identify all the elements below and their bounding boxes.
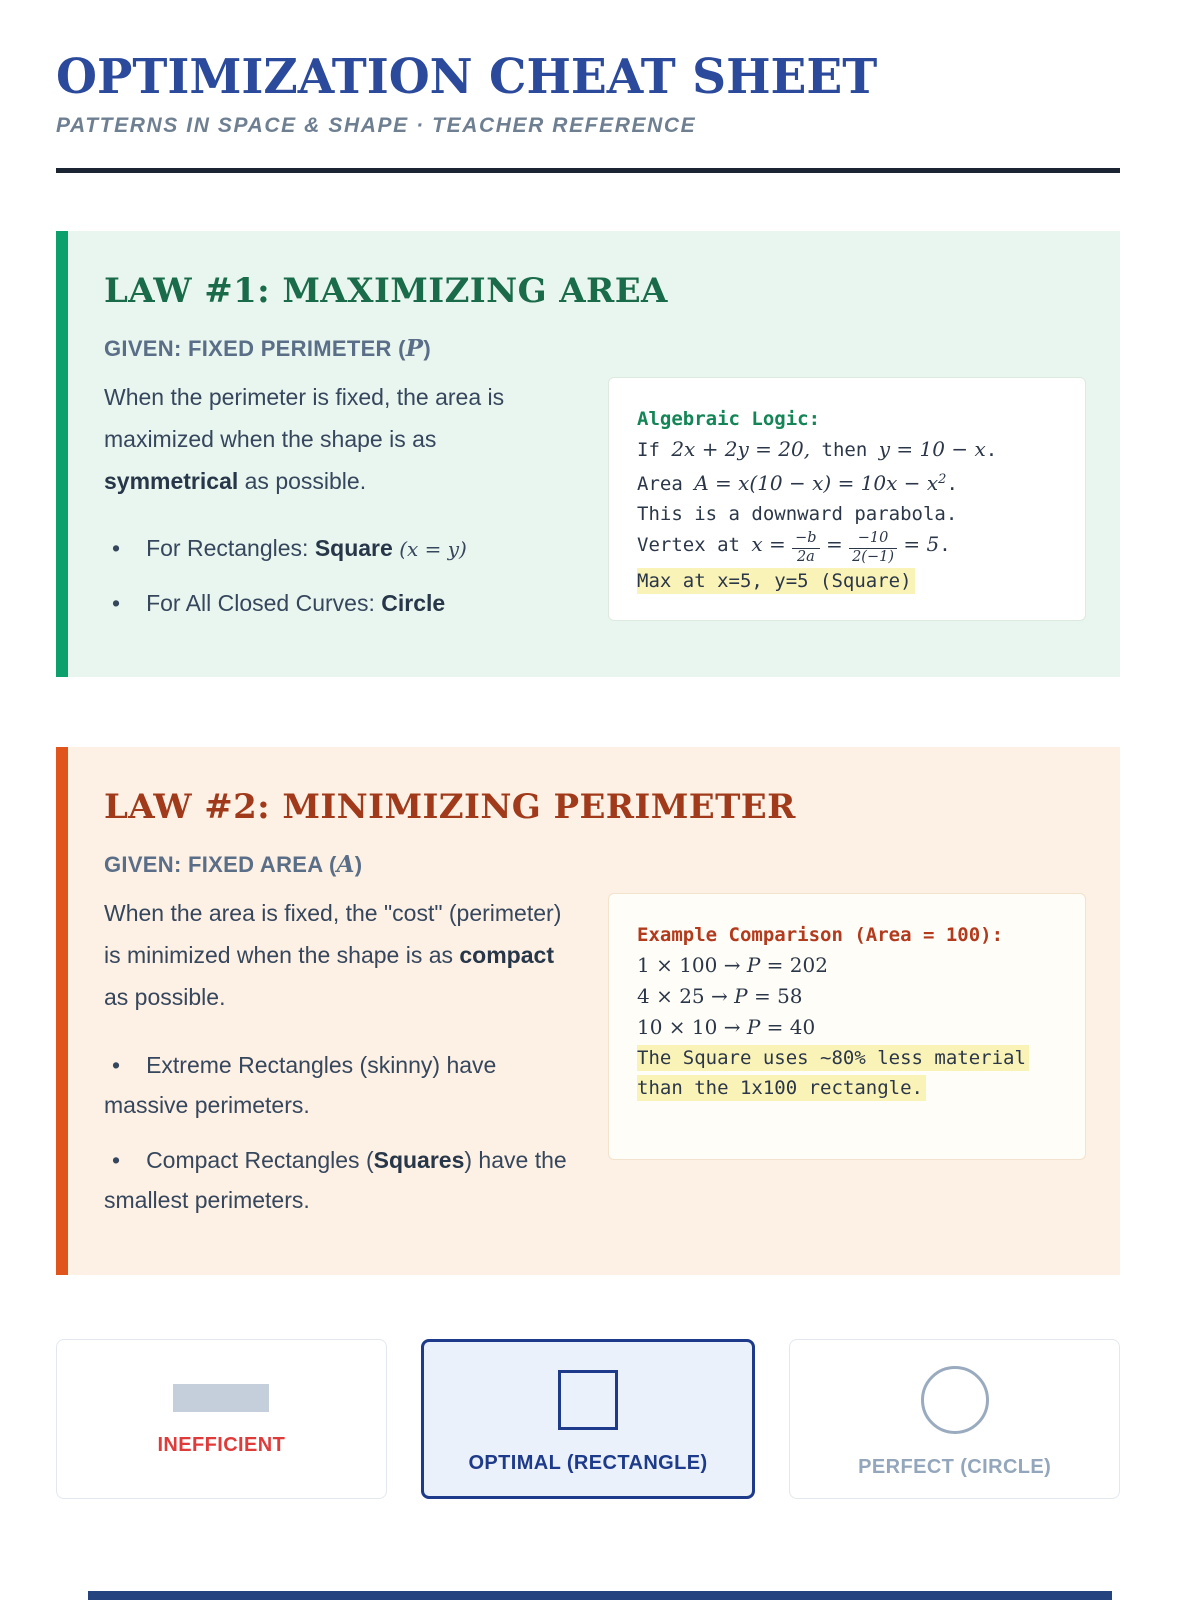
optimal-label: OPTIMAL (RECTANGLE) — [468, 1451, 708, 1474]
law2-bullet-list — [104, 1045, 574, 1221]
code-line: Example Comparison (Area = 100): — [637, 924, 1004, 947]
section-law1 — [56, 231, 1120, 678]
law2-text-column — [104, 893, 574, 1234]
law1-paragraph: When the perimeter is fixed, the area is maximized when the shape is as symmetrical as possible. — [104, 383, 505, 494]
code-highlight-line: than the 1x100 rectangle. — [637, 1073, 1059, 1103]
law2-content-row — [104, 893, 1086, 1234]
bullet-item: • Compact Rectangles (Squares) have the smallest perimeters. — [104, 1140, 574, 1221]
law1-text-column — [104, 377, 574, 638]
law2-paragraph: When the area is fixed, the "cost" (perimeter) is minimized when the shape is as compact as possible. — [104, 900, 562, 1011]
shape-comparison-row — [56, 1339, 1120, 1499]
bullet-item: • For Rectangles: Square (x = y) — [104, 528, 574, 568]
bullet-item: • Extreme Rectangles (skinny) have massive perimeters. — [104, 1045, 574, 1126]
header-rule — [56, 168, 1120, 173]
page-title: OPTIMIZATION CHEAT SHEET — [56, 49, 878, 105]
circle-shape — [921, 1366, 989, 1434]
bullet-item: • For All Closed Curves: Circle — [104, 583, 574, 623]
code-line: This is a downward parabola. — [637, 502, 958, 525]
inefficient-label: INEFFICIENT — [157, 1433, 286, 1456]
shape-card-perfect[interactable] — [789, 1339, 1120, 1499]
law2-given-label: GIVEN: FIXED AREA (A) — [104, 851, 363, 879]
section-law2 — [56, 747, 1120, 1274]
code-line: Area $A = x(10 - x) = 10x - x^2$. — [637, 470, 958, 495]
law1-heading: LAW #1: MAXIMIZING AREA — [104, 270, 668, 311]
flat-rectangle-shape — [173, 1384, 269, 1412]
code-line: 4 × 25 → P = 58 — [637, 984, 803, 1009]
square-shape — [558, 1370, 618, 1430]
code-line: If 2x + 2y = 20, then y = 10 − x. — [637, 436, 998, 461]
code-line: Vertex at x = $\frac{-b}{2a}$ = $\frac{-10}{2(-1)}$ = 5. — [637, 530, 951, 565]
law1-content-row — [104, 377, 1086, 638]
law2-code-card — [608, 893, 1086, 1160]
code-line: 1 × 100 → P = 202 — [637, 953, 828, 978]
shape-card-optimal[interactable] — [421, 1339, 756, 1499]
footer-rule — [88, 1591, 1112, 1600]
page-header — [56, 49, 1120, 173]
law1-given-label: GIVEN: FIXED PERIMETER (P) — [104, 334, 432, 362]
code-highlight-line: Max at x=5, y=5 (Square) — [637, 566, 1059, 596]
code-highlight-line: The Square uses ~80% less material — [637, 1043, 1059, 1073]
code-line: Algebraic Logic: — [637, 407, 821, 430]
law1-bullet-list — [104, 528, 574, 623]
shape-card-inefficient[interactable] — [56, 1339, 387, 1499]
law2-heading: LAW #2: MINIMIZING PERIMETER — [104, 787, 796, 828]
law1-code-card — [608, 377, 1086, 621]
page-subtitle: PATTERNS IN SPACE & SHAPE · TEACHER REFERENCE — [56, 113, 697, 137]
perfect-label: PERFECT (CIRCLE) — [858, 1455, 1052, 1478]
code-line: 10 × 10 → P = 40 — [637, 1015, 816, 1040]
